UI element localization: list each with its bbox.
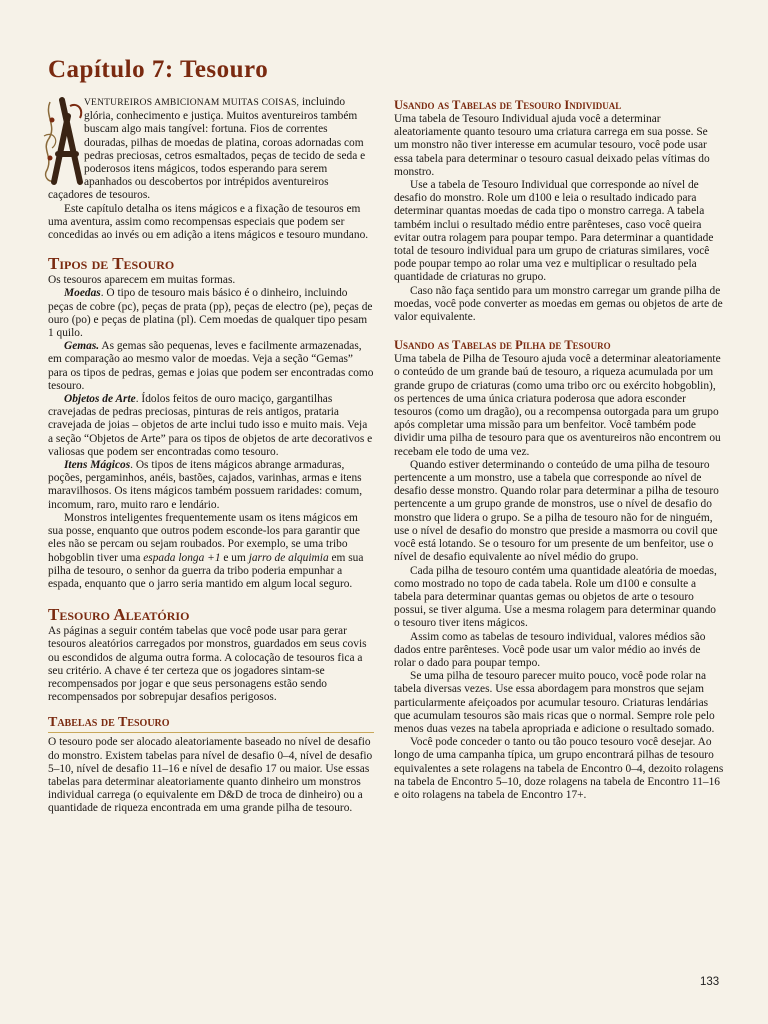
- section-heading-tabelas: Tabelas de Tesouro: [48, 715, 170, 731]
- gemas-paragraph: Gemas. As gemas são pequenas, leves e facilmente armazenadas, em comparação ao mesmo valor de moedas. Veja a seção “Gemas” para os tipos de pedras, gemas e joias que podem ser encontradas como tesouro.: [48, 340, 374, 392]
- chapter-title: Capítulo 7: Tesouro: [48, 56, 269, 83]
- moedas-paragraph: Moedas. O tipo de tesouro mais básico é o dinheiro, incluindo peças de cobre (pc), peças de prata (pp), peças de electro (pe), peças de ouro (po) e peças de platina (pl). Cem moedas de qualquer tipo pesam 1 quilo.: [48, 287, 373, 340]
- aleatorio-paragraph: As páginas a seguir contém tabelas que você pode usar para gerar tesouros aleatórios carregados por monstros, guardados em seus covis ou escondidos de alguma outra forma. A colocação de tesouros fica a seu critério. A chave é ter certeza que os jogadores sintam-se recompensados por jogar e que seus personagens estão sendo recompensados por sobrepujar desafios perigosos.: [48, 625, 367, 704]
- pilha-paragraph-1: Uma tabela de Pilha de Tesouro ajuda você a determinar aleatoriamente o conteúdo de um grande baú de tesouro, a riqueza acumulada por um grande grupo de criaturas (como uma tribo orc ou exército hobgoblin), os pertences de uma única criatura poderosa que adora esconder tesouros (como um dragão), ou a recompensa outorgada para um grupo após completar uma missão para um benfeitor. Você também pode dividir uma pilha de tesouro para que os aventureiros não encontrem ou recebam ele todo de uma vez.: [394, 353, 721, 458]
- pilha-paragraph-5: Se uma pilha de tesouro parecer muito pouco, você pode rolar na tabela diversas vezes. Use essa abordagem para monstros que sejam particularmente afeiçoados por acumular tesouro. Criaturas lendárias que acumulam tesouros são mais ricas que o normal. Sempre role pelo menos duas vezes na tabela apropriada e adicione o resultado somado.: [394, 670, 715, 735]
- objetos-paragraph: Objetos de Arte. Ídolos feitos de ouro maciço, gargantilhas cravejadas de pedras preciosas, pinturas de reis antigos, prataria cravejada de joias – objetos de arte inclui tudo isso e muito mais. Veja a seção “Objetos de Arte” para os tipos de objetos de arte decorativos e valiosas que podem ser encontradas como tesouro.: [48, 393, 373, 458]
- pilha-paragraph-3: Cada pilha de tesouro contém uma quantidade aleatória de moedas, como mostrado no topo de cada tabela. Role um d100 e consulte a tabela para determinar quantas gemas ou objetos de arte o tesouro possui, se tiver alguma. Use a mesma rolagem para determinar quando o tesouro tiver itens mágicos.: [394, 564, 717, 630]
- tipos-intro: Os tesouros aparecem em muitas formas.: [48, 274, 236, 287]
- individual-paragraph-2: Use a tabela de Tesouro Individual que corresponde ao nível de desafio do monstro. Role um d100 e leia o resultado indicado para determinar quantas moedas de cada tipo o monstro carrega. A tabela também inclui o resultado médio entre parênteses, caso você queira evitar outra rolagem para poupar tempo. Para determinar a quantidade total de tesouro individual para um grupo de criaturas similares, você pode poupar tempo ao rolar uma vez e multiplicar o resultado pela quantidade de criaturas no grupo.: [394, 179, 714, 284]
- intro-lead: VENTUREIROS AMBICIONAM MUITAS COISAS,: [84, 98, 300, 108]
- left-column: [48, 96, 374, 816]
- itens-paragraph: Itens Mágicos. Os tipos de itens mágicos abrange armaduras, poções, pergaminhos, anéis, bastões, cajados, varinhas, armas e itens maravilhosos. Os itens mágicos também possuem raridades: comum, incomum, raro, muito raro e lendário.: [48, 459, 363, 511]
- heading-rule: [48, 732, 374, 733]
- individual-paragraph-1: Uma tabela de Tesouro Individual ajuda você a determinar aleatoriamente quanto tesouro uma criatura carrega em sua posse. Se um monstro não tiver interesse em acumular tesouro, você pode usar essa tabela para determinar o tesouro casual deixado pelas vítimas do monstro.: [394, 113, 710, 178]
- section-heading-pilha: Usando as Tabelas de Pilha de Tesouro: [394, 338, 611, 353]
- section-heading-tipos: Tipos de Tesouro: [48, 254, 175, 274]
- intro-paragraph: VENTUREIROS AMBICIONAM MUITAS COISAS, incluindo glória, conhecimento e justiça. Muitos aventureiros também buscam algo mais tangível: fortuna. Fios de correntes douradas, pilhas de moedas de platina, coroas adornadas com pedras preciosas, cetros esmaltados, peças de tecido de seda e poderosos itens mágicos, todos esperando para serem apanhados ou descobertos por intrépidos aventureiros caçadores de tesouros.: [48, 96, 366, 202]
- intro-paragraph-2: Este capítulo detalha os itens mágicos e a fixação de tesouros em uma aventura, assim como recompensas especiais que podem ser concedidas ao invés ou em adição a itens mágicos e tesouro mundano.: [48, 202, 369, 242]
- individual-paragraph-3: Caso não faça sentido para um monstro carregar um grande pilha de moedas, você pode converter as moedas em gemas ou objetos de arte de valor equivalente.: [394, 284, 723, 324]
- pilha-paragraph-6: Você pode conceder o tanto ou tão pouco tesouro você desejar. Ao longo de uma campanha típica, um grupo encontrará pilhas de tesouro equivalentes a sete rolagens na tabela de Encontro 0–4, dezoito rolagens na tabela de Encontro 5–10, doze rolagens na tabela de Encontro 11–16 e oito rolagens na tabela de Encontro 17+.: [394, 736, 724, 801]
- tabelas-paragraph: O tesouro pode ser alocado aleatoriamente baseado no nível de desafio do monstro. Existem tabelas para nível de desafio 0–4, nível de desafio 5–10, nível de desafio 11–16 e nível de desafio 17 ou maior. Use essas tabelas para determinar aleatoriamente quanto dinheiro um monstros individual carrega (o equivalente em D&D de troca de dinheiro) ou a quantidade de riqueza encontrada em uma grande pilha de tesouro.: [48, 736, 373, 815]
- section-heading-aleatorio: Tesouro Aleatório: [48, 605, 190, 625]
- monstros-paragraph: Monstros inteligentes frequentemente usam os itens mágicos em sua posse, enquanto que outros podem esconde-los para garantir que eles não se percam ou sejam roubados. Por exemplo, se uma tribo hobgoblin tiver uma espada longa +1 e um jarro de alquimia em sua pilha de tesouro, o senhor da guerra da tribo poderia empunhar a espada, enquanto que o jarro seria mantido em algum local seguro.: [48, 511, 364, 590]
- page-number: 133: [700, 976, 720, 988]
- pilha-paragraph-4: Assim como as tabelas de tesouro individual, valores médios são dados entre parênteses. Você pode usar um valor médio ao invés de rolar o dado para poupar tempo.: [394, 630, 706, 669]
- pilha-paragraph-2: Quando estiver determinando o conteúdo de uma pilha de tesouro pertencente a um monstro, use a tabela que corresponde ao nível de desafio desse monstro. Quando rolar para determinar a pilha de tesouro pertencente a um grupo grande de monstros, use o nível de desafio do monstro que lidera o grupo. Se a pilha de tesouro não for de ninguém, use o nível de desafio do monstro que preside a masmorra ou covil que você está lotando. Se o tesouro for um presente de um benfeitor, use o nível de desafio equivalente ao nível médio do grupo.: [394, 458, 719, 564]
- drop-cap-letter-a-icon: [40, 96, 80, 188]
- section-heading-individual: Usando as Tabelas de Tesouro Individual: [394, 98, 622, 112]
- right-column: [394, 98, 724, 802]
